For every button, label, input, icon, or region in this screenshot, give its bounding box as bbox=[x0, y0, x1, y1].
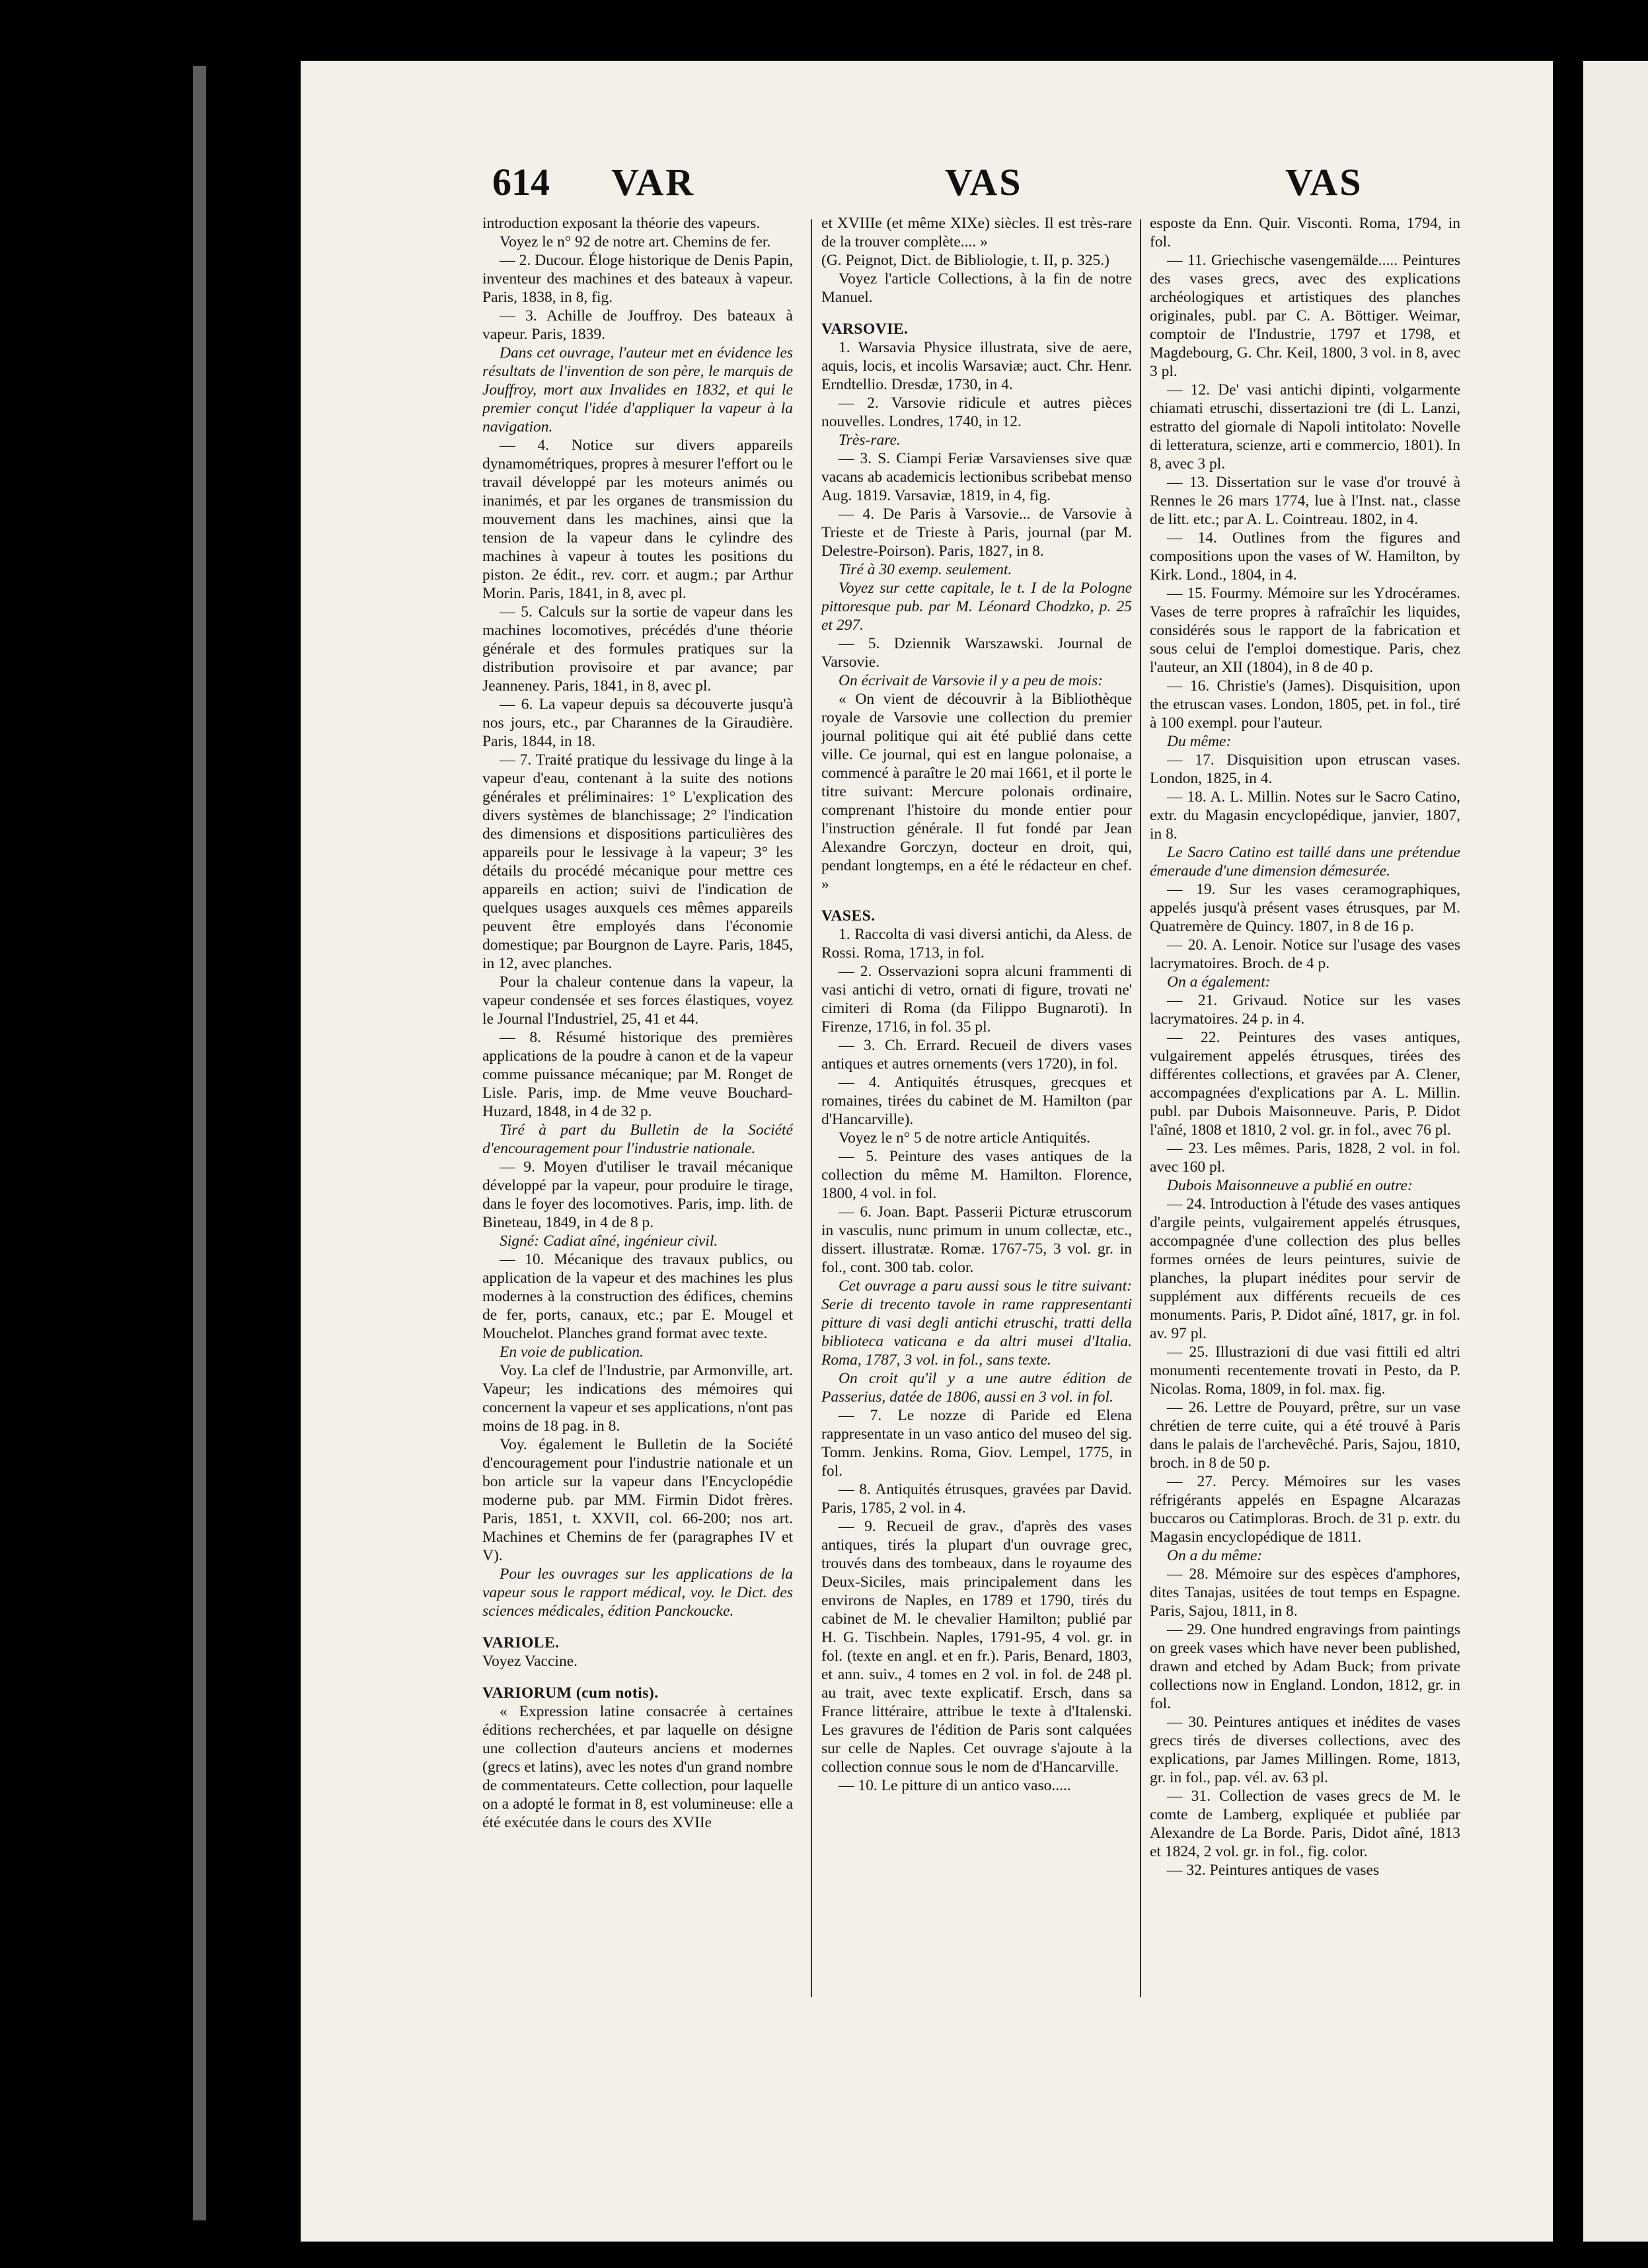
entry-paragraph: Signé: Cadiat aîné, ingénieur civil. bbox=[500, 1232, 718, 1250]
entry-paragraph: — 10. Mécanique des travaux publics, ou application de la vapeur et des machines les plus modernes à la construction des édifices, chemins de fer, ports, canaux, etc.; par E. Mougel et Mouchelot. Planches grand format avec texte. bbox=[482, 1251, 793, 1342]
entry-heading: VASES. bbox=[821, 907, 876, 925]
entry-paragraph: — 11. Griechische vasengemälde..... Peintures des vases grecs, avec des explications archéologiques et artistiques des planches originales, publ. par C. A. Böttiger. Weimar, comptoir de l'Industrie, 1797 et 1798, et Magdebourg, G. Chr. Keil, 1800, 3 vol. in 8, avec 3 pl. bbox=[1150, 252, 1460, 380]
entry-paragraph: — 2. Varsovie ridicule et autres pièces nouvelles. Londres, 1740, in 12. bbox=[821, 395, 1132, 430]
entry-paragraph: Tiré à part du Bulletin de la Société d'encouragement pour l'industrie nationale. bbox=[482, 1121, 793, 1157]
entry-paragraph: Du même: bbox=[1167, 733, 1232, 750]
entry-paragraph: — 7. Traité pratique du lessivage du linge à la vapeur d'eau, contenant à la suite des notions générales et préliminaires: 1° L'explication des divers systèmes de blanchissage; 2° l'indication des dimensions et dispositions particulières des appareils pour le lessivage à la vapeur; 3° les détails du procédé mécanique pour mettre ces appareils en action; suivi de l'indication de quelques usages auxquels ces mêmes appareils peuvent être employés dans l'économie domestique; par Bourgnon de Layre. Paris, 1845, in 12, avec planches. bbox=[482, 751, 793, 972]
entry-paragraph: On a également: bbox=[1167, 973, 1271, 991]
entry-paragraph: — 31. Collection de vases grecs de M. le comte de Lamberg, expliquée et publiée par Alexandre de La Borde. Paris, Didot aîné, 1813 et 1824, 2 vol. gr. in fol., fig. color. bbox=[1150, 1788, 1460, 1860]
entry-paragraph: Voy. La clef de l'Industrie, par Armonville, art. Vapeur; les indications des mémoires qui concernent la vapeur et ses applications, n'ont pas moins de 18 pag. in 8. bbox=[482, 1362, 793, 1435]
entry-paragraph: Dans cet ouvrage, l'auteur met en évidence les résultats de l'invention de son père, le marquis de Jouffroy, mort aux Invalides en 1832, et qui le premier conçut l'idée d'appliquer la vapeur à la navigation. bbox=[482, 344, 793, 435]
entry-paragraph: — 9. Moyen d'utiliser le travail mécanique développé par la vapeur, pour produire le tirage, dans le foyer des locomotives. Paris, imp. lith. de Bineteau, 1849, in 4 de 8 p. bbox=[482, 1158, 793, 1231]
entry-paragraph: Voyez l'article Collections, à la fin de notre Manuel. bbox=[821, 270, 1132, 306]
entry-paragraph: — 14. Outlines from the figures and compositions upon the vases of W. Hamilton, by Kirk. Lond., 1804, in 4. bbox=[1150, 529, 1460, 584]
entry-paragraph: En voie de publication. bbox=[500, 1343, 644, 1361]
entry-paragraph: Dubois Maisonneuve a publié en outre: bbox=[1167, 1177, 1413, 1194]
entry-paragraph: — 8. Antiquités étrusques, gravées par David. Paris, 1785, 2 vol. in 4. bbox=[821, 1481, 1132, 1517]
entry-paragraph: — 4. De Paris à Varsovie... de Varsovie à Trieste et de Trieste à Paris, journal (par M. Delestre-Poirson). Paris, 1827, in 8. bbox=[821, 506, 1132, 560]
entry-paragraph: On écrivait de Varsovie il y a peu de mois: bbox=[839, 672, 1104, 689]
entry-paragraph: Voyez le n° 92 de notre art. Chemins de fer. bbox=[500, 233, 771, 250]
entry-paragraph: — 5. Peinture des vases antiques de la collection du même M. Hamilton. Florence, 1800, 4 vol. in fol. bbox=[821, 1148, 1132, 1202]
entry-paragraph: — 27. Percy. Mémoires sur les vases réfrigérants appelés en Espagne Alcarazas buccaros ou Catimploras. Broch. de 31 p. extr. du Magasin encyclopédique de 1811. bbox=[1150, 1473, 1460, 1546]
entry-paragraph: — 4. Antiquités étrusques, grecques et romaines, tirées du cabinet de M. Hamilton (par d'Hancarville). bbox=[821, 1074, 1132, 1128]
entry-paragraph: Cet ouvrage a paru aussi sous le titre suivant: Serie di trecento tavole in rame rappresentanti pitture di vasi degli antichi etruschi, tratti della biblioteca vaticana e da altri musei d'Italia. Roma, 1787, 3 vol. in fol., sans texte. bbox=[821, 1277, 1132, 1369]
entry-paragraph: « Expression latine consacrée à certaines éditions recherchées, et par laquelle on désigne une collection d'auteurs anciens et modernes (grecs et latins), avec les notes d'un grand nombre de commentateurs. Cette collection, pour laquelle on a adopté le format in 8, est volumineuse: elle a été exécutée dans le cours des XVIIe bbox=[482, 1703, 793, 1831]
entry-paragraph: On croit qu'il y a une autre édition de Passerius, datée de 1806, aussi en 3 vol. in fol. bbox=[821, 1370, 1132, 1406]
entry-heading: VARIORUM (cum notis). bbox=[482, 1684, 659, 1702]
entry-paragraph: — 16. Christie's (James). Disquisition, upon the etruscan vases. London, 1805, pet. in fol., tiré à 100 exempl. pour l'auteur. bbox=[1150, 677, 1460, 732]
entry-paragraph: Tiré à 30 exemp. seulement. bbox=[839, 561, 1012, 578]
entry-paragraph: — 15. Fourmy. Mémoire sur les Ydrocérames. Vases de terre propres à rafraîchir les liquides, considérés sous le rapport de la fabrication et sous celui de l'emploi domestique. Paris, chez l'auteur, an XII (1804), in 8 de 40 p. bbox=[1150, 585, 1460, 676]
entry-paragraph: Voyez Vaccine. bbox=[482, 1653, 578, 1670]
entry-paragraph: — 8. Résumé historique des premières applications de la poudre à canon et de la vapeur comme puissance mécanique; par M. Ronget de Lisle. Paris, imp. de Mme veuve Bouchard-Huzard, 1848, in 4 de 32 p. bbox=[482, 1029, 793, 1120]
text-column-1 bbox=[482, 214, 793, 2025]
entry-paragraph: — 2. Ducour. Éloge historique de Denis Papin, inventeur des machines et des bateaux à vapeur. Paris, 1838, in 8, fig. bbox=[482, 252, 793, 306]
entry-paragraph: « On vient de découvrir à la Bibliothèque royale de Varsovie une collection du premier journal politique qui ait été publié dans cette ville. Ce journal, qui est en langue polonaise, a commencé à paraître le 20 mai 1661, et il porte le titre suivant: Mercure polonais ordinaire, comprenant l'histoire du monde entier pour l'instruction générale. Il fut fondé par Jean Alexandre Gorczyn, docteur en droit, qui, pendant longtemps, en a été le rédacteur en chef. » bbox=[821, 691, 1132, 893]
entry-paragraph: — 6. La vapeur depuis sa découverte jusqu'à nos jours, etc., par Charannes de la Giraudière. Paris, 1844, in 18. bbox=[482, 696, 793, 750]
column-rule-1 bbox=[811, 219, 812, 1997]
entry-paragraph: 1. Warsavia Physice illustrata, sive de aere, aquis, locis, et incolis Warsaviæ; auct. Chr. Henr. Erndtellio. Dresdæ, 1730, in 4. bbox=[821, 339, 1132, 393]
entry-paragraph: — 28. Mémoire sur des espèces d'amphores, dites Tanajas, usitées de tout temps en Espagne. Paris, Sajou, 1811, in 8. bbox=[1150, 1566, 1460, 1620]
entry-paragraph: — 12. De' vasi antichi dipinti, volgarmente chiamati etruschi, dissertazioni tre (di L. Lanzi, estratto del giornale di Napoli intitolato: Novelle di letteratura, scienze, arti e commercio, 1801). In 8, avec 3 pl. bbox=[1150, 381, 1460, 472]
entry-paragraph: — 22. Peintures des vases antiques, vulgairement appelés étrusques, tirées des différentes collections, et gravées par A. Clener, accompagnées d'explications par A. L. Millin. publ. par Dubois Maisonneuve. Paris, P. Didot l'aîné, 1808 et 1810, 2 vol. gr. in fol., avec 76 pl. bbox=[1150, 1029, 1460, 1139]
entry-paragraph: esposte da Enn. Quir. Visconti. Roma, 1794, in fol. bbox=[1150, 215, 1460, 250]
entry-paragraph: et XVIIIe (et même XIXe) siècles. Il est très-rare de la trouver complète.... » bbox=[821, 215, 1132, 250]
headword-center: VAS bbox=[945, 161, 1023, 204]
entry-paragraph: — 20. A. Lenoir. Notice sur l'usage des vases lacrymatoires. Broch. de 4 p. bbox=[1150, 936, 1460, 972]
text-column-2 bbox=[821, 214, 1132, 2025]
entry-paragraph: introduction exposant la théorie des vapeurs. bbox=[482, 215, 761, 232]
running-header bbox=[301, 160, 1553, 219]
entry-paragraph: Voyez sur cette capitale, le t. I de la Pologne pittoresque pub. par M. Léonard Chodzko, p. 25 et 297. bbox=[821, 580, 1132, 634]
adjacent-page-edge bbox=[1583, 61, 1648, 2242]
entry-paragraph: — 3. S. Ciampi Feriæ Varsavienses sive quæ vacans ab academicis lectionibus scribebat menso Aug. 1819. Varsaviæ, 1819, in 4, fig. bbox=[821, 450, 1132, 504]
scan-gutter bbox=[193, 66, 206, 2220]
entry-paragraph: — 21. Grivaud. Notice sur les vases lacrymatoires. 24 p. in 4. bbox=[1150, 992, 1460, 1028]
entry-paragraph: (G. Peignot, Dict. de Bibliologie, t. II, p. 325.) bbox=[821, 252, 1110, 269]
entry-paragraph: Pour la chaleur contenue dans la vapeur, la vapeur condensée et ses forces élastiques, voyez le Journal l'Industriel, 25, 41 et 44. bbox=[482, 973, 793, 1028]
entry-paragraph: — 5. Dziennik Warszawski. Journal de Varsovie. bbox=[821, 635, 1132, 671]
entry-heading: VARSOVIE. bbox=[821, 321, 909, 338]
entry-paragraph: — 10. Le pitture di un antico vaso..... bbox=[839, 1777, 1071, 1794]
entry-paragraph: — 32. Peintures antiques de vases bbox=[1167, 1862, 1380, 1879]
entry-paragraph: — 5. Calculs sur la sortie de vapeur dans les machines locomotives, précédés d'une théorie générale et des formules pratiques sur la distribution provisoire et par avance; par Jeanneney. Paris, 1841, in 8, avec pl. bbox=[482, 603, 793, 695]
book-page bbox=[301, 61, 1553, 2242]
headword-left: VAR bbox=[611, 161, 696, 204]
entry-paragraph: — 23. Les mêmes. Paris, 1828, 2 vol. in fol. avec 160 pl. bbox=[1150, 1140, 1460, 1176]
text-column-3 bbox=[1150, 214, 1460, 2025]
entry-paragraph: — 26. Lettre de Pouyard, prêtre, sur un vase chrétien de terre cuite, qui a été trouvé à Paris dans le palais de l'archevêché. Paris, Sajou, 1810, broch. in 8 de 50 p. bbox=[1150, 1399, 1460, 1472]
entry-paragraph: Le Sacro Catino est taillé dans une prétendue émeraude d'une dimension démesurée. bbox=[1150, 844, 1460, 880]
entry-paragraph: On a du même: bbox=[1167, 1547, 1263, 1564]
entry-paragraph: — 4. Notice sur divers appareils dynamométriques, propres à mesurer l'effort ou le travail développé par les moteurs animés ou inanimés, et par les organes de transmission du mouvement dans les machines, ainsi que la tension de la vapeur dans le cylindre des machines à vapeur à toutes les positions du piston. 2e édit., rev. corr. et augm.; par Arthur Morin. Paris, 1841, in 8, avec pl. bbox=[482, 437, 793, 602]
entry-paragraph: Très-rare. bbox=[839, 432, 901, 449]
entry-paragraph: Voy. également le Bulletin de la Société d'encouragement pour l'industrie nationale et un bon article sur la vapeur dans l'Encyclopédie moderne pub. par MM. Firmin Didot frères. Paris, 1851, t. XXVII, col. 66-200; nos art. Machines et Chemins de fer (paragraphes IV et V). bbox=[482, 1436, 793, 1564]
entry-paragraph: — 3. Achille de Jouffroy. Des bateaux à vapeur. Paris, 1839. bbox=[482, 307, 793, 343]
entry-paragraph: — 25. Illustrazioni di due vasi fittili ed altri monumenti recentemente trovati in Pesto, da P. Nicolas. Roma, 1809, in fol. max. fig. bbox=[1150, 1343, 1460, 1398]
page-number: 614 bbox=[492, 161, 550, 204]
entry-paragraph: — 24. Introduction à l'étude des vases antiques d'argile peints, vulgairement appelés étrusques, accompagnée d'une collection des plus belles formes ornées de leurs peintures, suivie de planches, la plupart inédites pour servir de supplément aux différents recueils de ces monuments. Paris, P. Didot aîné, 1817, gr. in fol. av. 97 pl. bbox=[1150, 1195, 1460, 1342]
entry-paragraph: — 30. Peintures antiques et inédites de vases grecs tirés de diverses collections, avec des explications, par James Millingen. Rome, 1813, gr. in fol., pap. vél. av. 63 pl. bbox=[1150, 1714, 1460, 1786]
entry-paragraph: — 18. A. L. Millin. Notes sur le Sacro Catino, extr. du Magasin encyclopédique, janvier, 1807, in 8. bbox=[1150, 788, 1460, 843]
column-rule-2 bbox=[1140, 219, 1141, 1997]
entry-paragraph: — 17. Disquisition upon etruscan vases. London, 1825, in 4. bbox=[1150, 751, 1460, 787]
entry-paragraph: 1. Raccolta di vasi diversi antichi, da Aless. de Rossi. Roma, 1713, in fol. bbox=[821, 926, 1132, 962]
entry-paragraph: — 6. Joan. Bapt. Passerii Picturæ etruscorum in vasculis, nunc primum in unum collectæ, etc., dissert. illustratæ. Romæ. 1767-75, 3 vol. gr. in fol., cont. 300 tab. color. bbox=[821, 1203, 1132, 1276]
entry-heading: VARIOLE. bbox=[482, 1634, 560, 1651]
entry-paragraph: — 2. Osservazioni sopra alcuni frammenti di vasi antichi di vetro, ornati di figure, trovati ne' cimiteri di Roma (da Filippo Bugnaroti). In Firenze, 1716, in fol. 35 pl. bbox=[821, 963, 1132, 1036]
headword-right: VAS bbox=[1285, 161, 1363, 204]
entry-paragraph: — 29. One hundred engravings from paintings on greek vases which have never been published, drawn and etched by Adam Buck; from private collections now in England. London, 1812, gr. in fol. bbox=[1150, 1621, 1460, 1712]
entry-paragraph: — 7. Le nozze di Paride ed Elena rappresentate in un vaso antico del museo del sig. Tomm. Jenkins. Roma, Giov. Lempel, 1775, in fol. bbox=[821, 1407, 1132, 1480]
entry-paragraph: — 9. Recueil de grav., d'après des vases antiques, tirés la plupart d'un ouvrage grec, trouvés dans des tombeaux, dans le royaume des Deux-Siciles, mais principalement dans les environs de Naples, en 1789 et 1790, tirés du cabinet de M. le chevalier Hamilton; publié par H. G. Tischbein. Naples, 1791-95, 4 vol. gr. in fol. (texte en angl. et en fr.). Paris, Benard, 1803, et ann. suiv., 4 tomes en 2 vol. in fol. de 248 pl. au trait, avec texte explicatif. Ersch, dans sa France littéraire, attribue le texte à d'Italenski. Les gravures de l'édition de Paris sont calquées sur celle de Naples. Cet ouvrage s'ajoute à la collection connue sous le nom de d'Hancarville. bbox=[821, 1518, 1132, 1776]
entry-paragraph: Pour les ouvrages sur les applications de la vapeur sous le rapport médical, voy. le Dict. des sciences médicales, édition Panckoucke. bbox=[482, 1566, 793, 1620]
entry-paragraph: — 13. Dissertation sur le vase d'or trouvé à Rennes le 26 mars 1774, lue à l'Inst. nat., classe de litt. etc.; par A. L. Cointreau. 1802, in 4. bbox=[1150, 474, 1460, 528]
entry-paragraph: — 3. Ch. Errard. Recueil de divers vases antiques et autres ornements (vers 1720), in fol. bbox=[821, 1037, 1132, 1073]
entry-paragraph: Voyez le n° 5 de notre article Antiquités. bbox=[839, 1129, 1090, 1147]
entry-paragraph: — 19. Sur les vases ceramographiques, appelés jusqu'à présent vases étrusques, par M. Quatremère de Quincy. 1807, in 8 de 16 p. bbox=[1150, 881, 1460, 935]
